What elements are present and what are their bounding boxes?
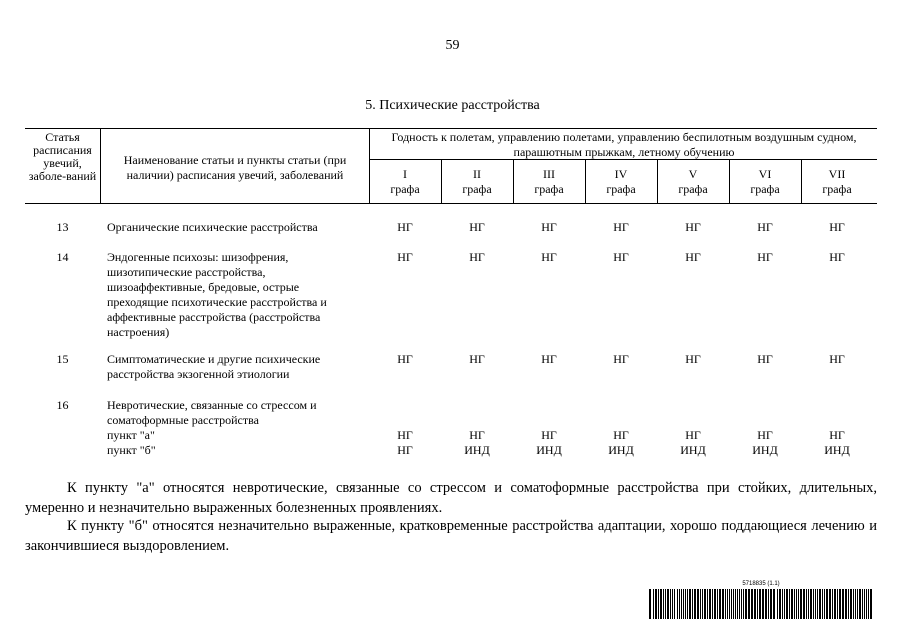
fitness-mark <box>441 250 513 265</box>
barcode-bar <box>810 589 812 619</box>
column-header <box>441 167 513 197</box>
barcode-bar <box>748 589 750 619</box>
fitness-mark <box>801 352 873 367</box>
column-header <box>513 167 585 197</box>
barcode-bar <box>751 589 753 619</box>
fitness-mark-value <box>513 398 585 413</box>
note-b: К пункту "б" относятся незначительно выраженные, кратковременные расстройства адаптации, хорошо поддающиеся лечению и закончившиеся выздоровлением. <box>25 518 877 554</box>
column-header <box>369 167 441 197</box>
barcode-bar <box>842 589 844 619</box>
fitness-mark-value: НГ <box>469 250 485 264</box>
barcode-image <box>648 589 874 621</box>
fitness-mark-value <box>585 413 657 428</box>
column-number: VII <box>828 167 846 181</box>
fitness-mark <box>801 398 873 458</box>
row-name-line: соматоформные расстройства <box>107 413 259 427</box>
barcode-bar <box>832 589 833 619</box>
barcode-bar <box>714 589 716 619</box>
barcode-bar <box>731 589 732 619</box>
column-number: II <box>473 167 481 181</box>
barcode-bar <box>757 589 758 619</box>
barcode-bar <box>800 589 802 619</box>
header-fitness: Годность к полетам, управлению полетами, управлению беспилотным воздушным судном, парашютным прыжкам, летному обучению <box>391 130 857 159</box>
fitness-mark <box>657 398 729 458</box>
column-word: графа <box>822 182 852 196</box>
fitness-mark-value <box>729 413 801 428</box>
barcode-bar <box>658 589 659 619</box>
barcode-bar <box>655 589 657 619</box>
barcode-bar <box>754 589 756 619</box>
barcode-bar <box>739 589 740 619</box>
column-divider <box>441 159 442 203</box>
column-word: графа <box>678 182 708 196</box>
barcode-bar <box>709 589 711 619</box>
column-divider <box>657 159 658 203</box>
column-header <box>801 167 873 197</box>
barcode-bar <box>837 589 838 619</box>
barcode-bar <box>683 589 684 619</box>
fitness-mark-value: НГ <box>613 220 629 234</box>
fitness-mark <box>729 352 801 367</box>
barcode-bar <box>719 589 721 619</box>
column-number: III <box>543 167 555 181</box>
barcode-bar <box>779 589 781 619</box>
note-a: К пункту "а" относятся невротические, связанные со стрессом и соматоформные расстройства при стойких, длительных, умеренно и незначительно выраженных болезненных проявлениях. <box>25 480 877 516</box>
barcode-bar <box>862 589 863 619</box>
barcode-bar <box>663 589 664 619</box>
barcode-bar <box>796 589 797 619</box>
barcode-bar <box>687 589 688 619</box>
barcode-bar <box>694 589 696 619</box>
barcode-bar <box>707 589 708 619</box>
fitness-mark-value: НГ <box>541 428 557 442</box>
barcode-bar <box>864 589 865 619</box>
fitness-mark-value: НГ <box>541 352 557 366</box>
row-name-line: шизоаффективные, бредовые, острые <box>107 280 300 294</box>
fitness-mark-value: ИНД <box>680 443 706 457</box>
barcode-bar <box>722 589 724 619</box>
fitness-mark-value <box>441 413 513 428</box>
fitness-mark <box>585 220 657 235</box>
barcode-bar <box>822 589 823 619</box>
fitness-mark-value: НГ <box>469 220 485 234</box>
barcode-bar <box>866 589 867 619</box>
fitness-mark-value <box>369 413 441 428</box>
fitness-mark-value <box>585 398 657 413</box>
barcode-bar <box>667 589 669 619</box>
barcode-bar <box>702 589 703 619</box>
fitness-mark <box>441 398 513 458</box>
fitness-mark-value: НГ <box>613 428 629 442</box>
fitness-mark <box>441 220 513 235</box>
barcode-bar <box>859 589 861 619</box>
barcode-bar <box>789 589 790 619</box>
barcode-bar <box>857 589 858 619</box>
fitness-mark-value <box>513 413 585 428</box>
fitness-mark-value: НГ <box>469 428 485 442</box>
column-word: графа <box>534 182 564 196</box>
fitness-mark-value <box>657 413 729 428</box>
row-name-line: пункт "а" <box>107 428 155 442</box>
barcode-bar <box>819 589 821 619</box>
fitness-mark <box>369 250 441 265</box>
row-article-number: 15 <box>56 352 69 366</box>
fitness-mark <box>657 352 729 367</box>
column-divider <box>513 159 514 203</box>
fitness-mark-value: НГ <box>613 352 629 366</box>
barcode-bar <box>697 589 699 619</box>
fitness-mark <box>513 352 585 367</box>
barcode-bar <box>674 589 675 619</box>
fitness-mark <box>657 220 729 235</box>
fitness-mark-value: НГ <box>685 352 701 366</box>
barcode-bar <box>768 589 769 619</box>
fitness-mark-value: НГ <box>685 428 701 442</box>
barcode-bar <box>824 589 825 619</box>
barcode-bar <box>725 589 726 619</box>
barcode-bar <box>784 589 785 619</box>
barcode-bar <box>777 589 778 619</box>
barcode-bar <box>765 589 767 619</box>
row-article-number: 13 <box>56 220 69 234</box>
fitness-mark <box>369 220 441 235</box>
column-divider <box>100 128 101 203</box>
column-header <box>585 167 657 197</box>
barcode-bar <box>845 589 847 619</box>
barcode-bar <box>712 589 713 619</box>
barcode-bar <box>813 589 814 619</box>
column-divider <box>729 159 730 203</box>
fitness-mark <box>513 398 585 458</box>
fitness-mark-value <box>729 398 801 413</box>
barcode-bar <box>848 589 849 619</box>
barcode-bar <box>649 589 651 619</box>
fitness-mark-value <box>441 398 513 413</box>
barcode-bar <box>679 589 680 619</box>
fitness-mark <box>369 398 441 458</box>
fitness-mark-value: ИНД <box>536 443 562 457</box>
column-number: V <box>688 167 698 181</box>
barcode-bar <box>727 589 728 619</box>
barcode-bar <box>794 589 795 619</box>
row-name-line: Симптоматические и другие психические <box>107 352 321 366</box>
barcode-bar <box>681 589 682 619</box>
row-name-line: Органические психические расстройства <box>107 220 318 234</box>
column-divider <box>585 159 586 203</box>
column-header <box>657 167 729 197</box>
fitness-mark <box>657 250 729 265</box>
row-article-number: 14 <box>56 250 69 264</box>
fitness-mark-value: ИНД <box>752 443 778 457</box>
barcode-bar <box>798 589 799 619</box>
fitness-mark-value: НГ <box>397 250 413 264</box>
barcode-bar <box>826 589 828 619</box>
barcode-bar <box>834 589 836 619</box>
barcode-bar <box>817 589 818 619</box>
barcode-bar <box>700 589 701 619</box>
barcode-bar <box>704 589 706 619</box>
fitness-mark-value: НГ <box>397 428 413 442</box>
column-number: IV <box>614 167 628 181</box>
fitness-mark-value: НГ <box>397 220 413 234</box>
fitness-mark <box>513 220 585 235</box>
row-name-line: аффективные расстройства (расстройства <box>107 310 321 324</box>
barcode-bar <box>808 589 809 619</box>
barcode-bar <box>815 589 816 619</box>
fitness-mark-value: ИНД <box>824 443 850 457</box>
fitness-mark-value: НГ <box>757 250 773 264</box>
barcode-bar <box>670 589 671 619</box>
column-divider <box>801 159 802 203</box>
barcode-bar <box>737 589 738 619</box>
row-name-line: шизотипические расстройства, <box>107 265 266 279</box>
column-word: графа <box>606 182 636 196</box>
fitness-mark-value: НГ <box>685 250 701 264</box>
fitness-mark-value: НГ <box>397 443 413 457</box>
row-name <box>107 250 365 340</box>
barcode-bar <box>677 589 678 619</box>
fitness-mark-value <box>369 398 441 413</box>
row-name-line: преходящие психотические расстройства и <box>107 295 327 309</box>
header-article: Статья расписания увечий, заболе-ваний <box>28 130 97 183</box>
column-word: графа <box>390 182 420 196</box>
barcode-bar <box>741 589 742 619</box>
fitness-mark-value: НГ <box>541 250 557 264</box>
barcode-bar <box>782 589 783 619</box>
fitness-mark <box>585 398 657 458</box>
barcode-block <box>648 580 874 621</box>
fitness-mark <box>801 250 873 265</box>
barcode-bar <box>653 589 654 619</box>
fitness-mark-value: НГ <box>757 428 773 442</box>
barcode-bar <box>689 589 691 619</box>
barcode-bar <box>762 589 764 619</box>
header-name: Наименование статьи и пункты статьи (при наличии) расписания увечий, заболеваний <box>123 153 347 182</box>
column-word: графа <box>462 182 492 196</box>
barcode-bar <box>685 589 686 619</box>
fitness-mark-value: НГ <box>613 250 629 264</box>
row-name-line: Невротические, связанные со стрессом и <box>107 398 317 412</box>
fitness-mark-value: НГ <box>469 352 485 366</box>
fitness-mark-value: НГ <box>829 220 845 234</box>
fitness-mark <box>729 220 801 235</box>
fitness-mark <box>801 220 873 235</box>
fitness-mark-value: НГ <box>397 352 413 366</box>
barcode-bar <box>803 589 805 619</box>
barcode-bar <box>806 589 807 619</box>
barcode-bar <box>672 589 673 619</box>
fitness-mark-value: НГ <box>829 428 845 442</box>
fitness-mark-value <box>657 398 729 413</box>
barcode-bar <box>729 589 730 619</box>
barcode-bar <box>660 589 662 619</box>
fitness-mark <box>729 398 801 458</box>
column-header <box>729 167 801 197</box>
row-name-line: расстройства экзогенной этиологии <box>107 367 290 381</box>
fitness-mark-value: НГ <box>757 352 773 366</box>
fitness-mark-value: ИНД <box>464 443 490 457</box>
row-name <box>107 352 365 382</box>
barcode-bar <box>745 589 747 619</box>
barcode-code: 5718835 (1.1) <box>742 581 780 587</box>
barcode-bar <box>791 589 793 619</box>
row-name <box>107 220 365 235</box>
row-name-line: пункт "б" <box>107 443 156 457</box>
barcode-bar <box>665 589 666 619</box>
page-number: 59 <box>445 38 460 53</box>
row-name <box>107 398 365 458</box>
table-header-bottom-rule <box>25 203 877 204</box>
barcode-bar <box>850 589 852 619</box>
fitness-mark <box>729 250 801 265</box>
row-name-line: Эндогенные психозы: шизофрения, <box>107 250 289 264</box>
barcode-bar <box>733 589 734 619</box>
barcode-bar <box>855 589 856 619</box>
fitness-mark-value <box>801 398 873 413</box>
barcode-bar <box>870 589 872 619</box>
fitness-mark-value: ИНД <box>608 443 634 457</box>
column-number: VI <box>758 167 772 181</box>
barcode-bar <box>839 589 841 619</box>
barcode-bar <box>692 589 693 619</box>
column-word: графа <box>750 182 780 196</box>
fitness-mark <box>369 352 441 367</box>
barcode-bar <box>735 589 736 619</box>
barcode-bar <box>829 589 831 619</box>
barcode-bar <box>853 589 854 619</box>
barcode-bar <box>770 589 772 619</box>
fitness-mark-value: НГ <box>685 220 701 234</box>
barcode-bar <box>868 589 869 619</box>
fitness-mark <box>585 352 657 367</box>
fitness-mark-value <box>801 413 873 428</box>
barcode-bar <box>759 589 761 619</box>
fitness-mark-value: НГ <box>829 352 845 366</box>
table-top-rule <box>25 128 877 129</box>
row-name-line: настроения) <box>107 325 170 339</box>
barcode-bar <box>773 589 775 619</box>
column-number: I <box>403 167 407 181</box>
fitness-mark <box>585 250 657 265</box>
fitness-mark <box>513 250 585 265</box>
fitness-mark-value: НГ <box>541 220 557 234</box>
fitness-mark-value: НГ <box>829 250 845 264</box>
fitness-mark-value: НГ <box>757 220 773 234</box>
barcode-bar <box>743 589 744 619</box>
barcode-bar <box>786 589 788 619</box>
section-title: 5. Психические расстройства <box>365 98 540 113</box>
barcode-bar <box>717 589 718 619</box>
row-article-number: 16 <box>56 398 69 412</box>
fitness-mark <box>441 352 513 367</box>
